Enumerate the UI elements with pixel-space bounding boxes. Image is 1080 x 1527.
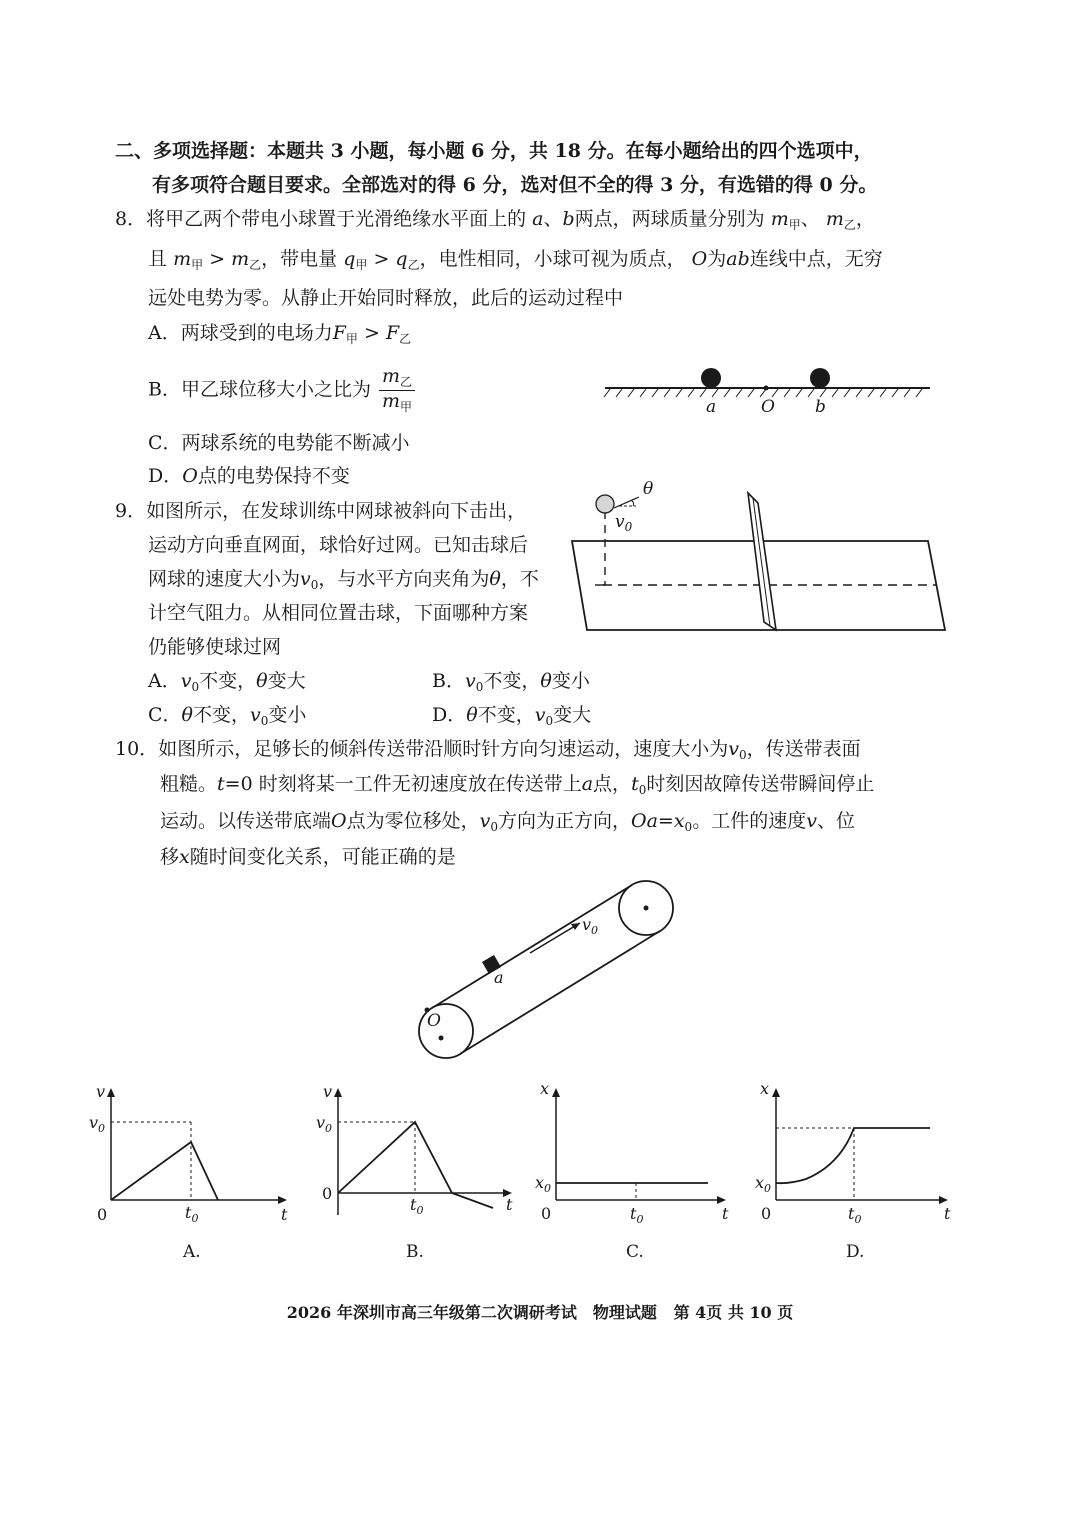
graph-b-caption: B. — [406, 1242, 424, 1262]
belt-bottom-surface — [460, 931, 660, 1054]
graph-d-y-tick: $x_0$ — [755, 1173, 772, 1195]
v0-label: $v_0$ — [582, 915, 599, 937]
graph-d-x-label: t — [944, 1204, 951, 1223]
graph-c-y-label: x — [540, 1079, 550, 1098]
graph-a-x-label: t — [281, 1205, 288, 1224]
label-a: a — [494, 968, 504, 987]
q9-figure-tennis-court — [565, 475, 955, 645]
label-b: b — [815, 397, 826, 417]
q8-stem-line3: 远处电势为零。从静止开始同时释放，此后的运动过程中 — [148, 287, 624, 309]
q8-figure-charges-on-plane — [600, 360, 940, 420]
graph-a-y-label: v — [96, 1082, 106, 1101]
q8-option-c: C．两球系统的电势能不断减小 — [148, 432, 410, 454]
graph-b-y-label: v — [323, 1082, 333, 1101]
mass-ratio-fraction: $\frac{m_乙}{m_甲}$ — [379, 366, 415, 415]
graph-a-caption: A. — [183, 1242, 201, 1262]
ball-yi — [810, 368, 830, 388]
graph-a-origin: 0 — [97, 1205, 108, 1224]
q9-option-d: D．θ不变，$v_0$变大 — [432, 704, 592, 728]
q9-option-a: A．$v_0$不变，θ变大 — [148, 670, 306, 694]
label-o: O — [427, 1011, 441, 1031]
q8-option-b: B．甲乙球位移大小之比为 $\frac{m_乙}{m_甲}$ — [148, 366, 415, 415]
q9-stem-line5: 仍能够使球过网 — [148, 636, 282, 658]
graph-d — [750, 1080, 960, 1265]
label-a: a — [706, 397, 717, 417]
q9-stem-line2: 运动方向垂直网面，球恰好过网。已知击球后 — [148, 534, 529, 556]
graph-c-origin: 0 — [541, 1204, 552, 1223]
section-title-line1: 二、多项选择题：本题共 3 小题，每小题 6 分，共 18 分。在每小题给出的四个选项中， — [115, 140, 873, 162]
q8-stem-line1: 8．将甲乙两个带电小球置于光滑绝缘水平面上的 a、b两点，两球质量分别为 $m_甲$、 $m_乙$， — [115, 208, 875, 232]
graph-a-x-tick: $t_0$ — [185, 1203, 199, 1225]
graph-b — [312, 1080, 527, 1265]
q10-stem-line3: 运动。以传送带底端O点为零位移处，$v_0$方向为正方向，$Oa=x_0$。工件的速度v、位 — [160, 810, 855, 834]
q10-stem-line1: 10．如图所示，足够长的倾斜传送带沿顺时针方向匀速运动，速度大小为$v_0$，传送带表面 — [115, 738, 861, 762]
q8-option-d: D．O点的电势保持不变 — [148, 465, 350, 487]
graph-d-caption: D. — [846, 1242, 865, 1262]
graph-d-origin: 0 — [761, 1204, 772, 1223]
label-o: O — [761, 397, 775, 417]
graph-c-y-tick: $x_0$ — [535, 1173, 552, 1195]
graph-b-y-tick: $v_0$ — [316, 1113, 333, 1135]
ball-jia — [701, 368, 721, 388]
footer-page-number: 第 4页 共 10 页 — [673, 1303, 794, 1322]
q8-stem-line2: 且 $m_甲 > m_乙$，带电量 $q_甲 > q_乙$，电性相同，小球可视为质点， O为ab连线中点，无穷 — [148, 248, 883, 272]
graph-d-y-label: x — [760, 1079, 770, 1098]
theta-label: θ — [643, 479, 654, 499]
graph-c-x-label: t — [722, 1204, 729, 1223]
q8-option-a: A．两球受到的电场力$F_甲 > F_乙$ — [148, 322, 412, 346]
graph-c — [530, 1080, 740, 1265]
graph-b-x-label: t — [506, 1195, 513, 1214]
velocity-arrow — [530, 923, 580, 953]
q10-stem-line2: 粗糙。t=0 时刻将某一工件无初速度放在传送带上a点，$t_0$时刻因故障传送带瞬间停止 — [160, 773, 875, 797]
graph-c-caption: C. — [626, 1242, 644, 1262]
q9-stem-line4: 计空气阻力。从相同位置击球，下面哪种方案 — [148, 602, 529, 624]
q10-stem-line4: 移x随时间变化关系，可能正确的是 — [160, 846, 456, 868]
q9-stem-line3: 网球的速度大小为$v_0$，与水平方向夹角为θ，不 — [148, 568, 539, 592]
page-footer — [0, 1300, 1080, 1323]
tennis-ball — [596, 495, 614, 513]
graph-c-x-tick: $t_0$ — [630, 1204, 644, 1226]
graph-a-curve — [111, 1142, 218, 1200]
tennis-net — [748, 493, 776, 630]
q9-option-b: B．$v_0$不变，θ变小 — [432, 670, 590, 694]
footer-title: 2026 年深圳市高三年级第二次调研考试 物理试题 — [286, 1303, 657, 1322]
graph-a — [85, 1080, 295, 1265]
q9-option-c: C．θ不变，$v_0$变小 — [148, 704, 307, 728]
graph-b-x-tick: $t_0$ — [410, 1195, 424, 1217]
graph-d-x-tick: $t_0$ — [848, 1204, 862, 1226]
belt-top-surface — [432, 885, 632, 1008]
midpoint-o — [764, 386, 769, 391]
v0-label: $v_0$ — [615, 512, 633, 534]
section-title-line2: 有多项符合题目要求。全部选对的得 6 分，选对但不全的得 3 分，有选错的得 0 分。 — [152, 174, 878, 196]
q10-figure-conveyor-belt — [405, 875, 690, 1065]
q9-stem-line1: 9．如图所示，在发球训练中网球被斜向下击出， — [115, 500, 527, 522]
graph-a-y-tick: $v_0$ — [89, 1113, 106, 1135]
graph-d-curve — [776, 1128, 930, 1183]
graph-b-origin: 0 — [322, 1184, 333, 1203]
